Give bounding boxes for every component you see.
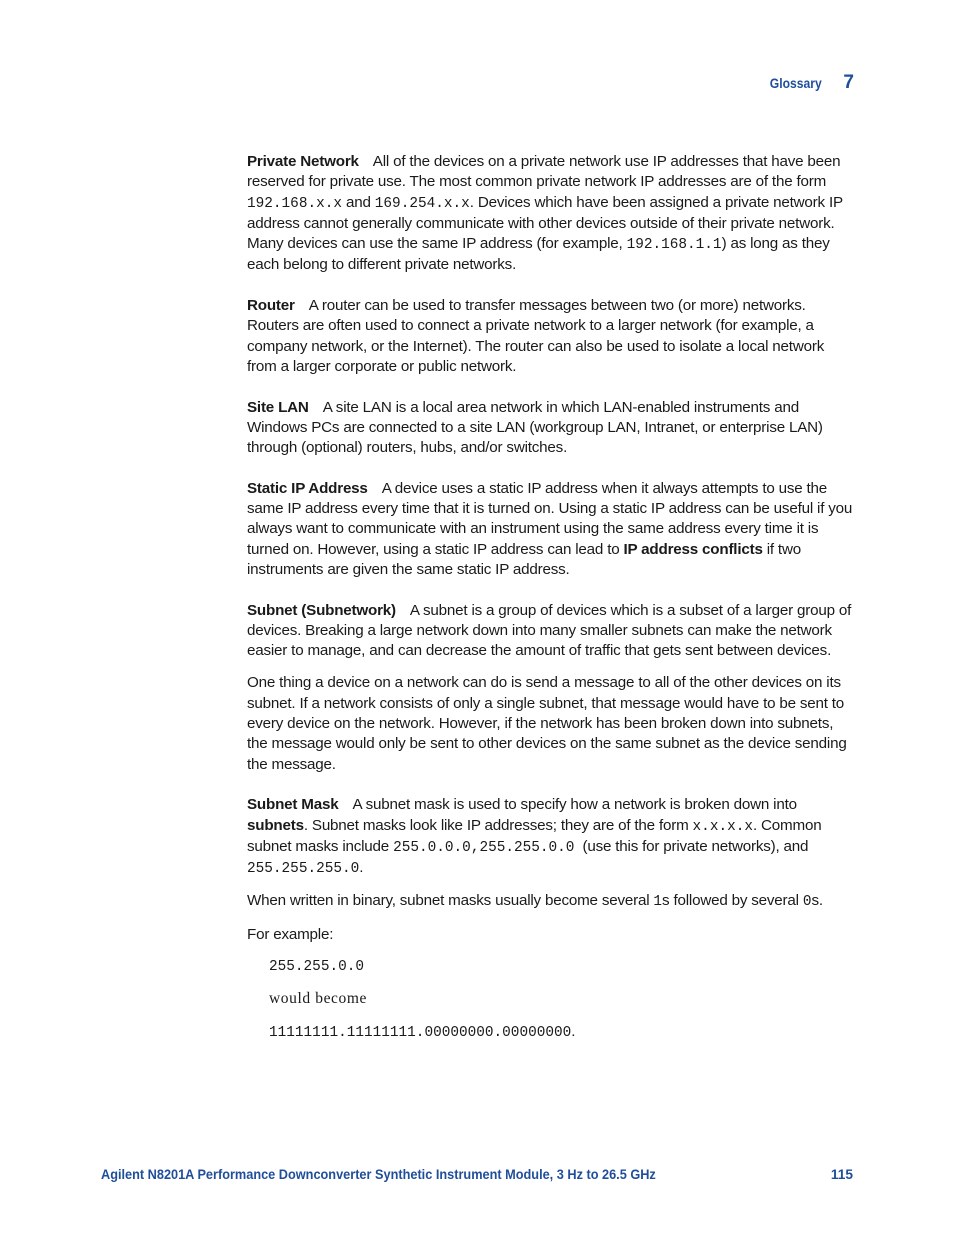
subnet-paragraph-2: One thing a device on a network can do is send a message to all of the other devices on its subnet. If a network consists of only a single subnet, that message would have to be sent to every device on the network. However, if the network has been broken down into subnets, the message would only be sent to other devices on the same subnet as the device sending the message. [247,674,847,773]
definition-subnet: A subnet is a group of devices which is a subset of a larger group of devices. Breaking a large network down into many smaller subnets can make the network easier to manage, and can decrease the amount of traffic that gets sent between devices. [247,601,852,660]
definition-site-lan: A site LAN is a local area network in which LAN-enabled instruments and Windows PCs are connected to a site LAN (workgroup LAN, Intranet, or enterprise LAN) through (optional) routers, hubs, and/or switches. [247,398,823,457]
xref-subnets: subnets [247,816,304,834]
example-binary-line: 11111111.11111111.00000000.00000000. [269,1022,576,1041]
example-label: For example: [247,925,334,943]
subnet-mask-binary-note: When written in binary, subnet masks usually become several 1s followed by several 0s. [247,892,823,911]
entry-static-ip: Static IP Address A device uses a static IP address when it always attempts to use the same IP address every time that it is turned on. Using a static IP address can be useful if you always want to communicate with an instrument using the same address every time it is turned on. However, using a static IP address can lead to IP address conflicts if two instruments are given the same static IP address. [247,479,853,578]
term-subnet: Subnet (Subnetwork) [247,601,396,619]
term-private-network: Private Network [247,153,359,170]
definition-router: A router can be used to transfer messages between two (or more) networks. Routers are often used to connect a private network to a larger network (for example, a company network, or the Internet). The router can also be used to isolate a local network from a larger corporate or public network. [247,297,825,375]
code-ip-range-169: 169.254.x.x [374,195,470,212]
code-ip-example: 192.168.1.1 [626,237,722,254]
term-subnet-mask: Subnet Mask [247,796,339,814]
footer-document-title: Agilent N8201A Performance Downconverter Synthetic Instrument Module, 3 Hz to 26.5 GHz [101,1167,656,1182]
entry-router [247,296,857,377]
page-footer [101,1167,853,1182]
code-mask-form: x.x.x.x [692,818,753,835]
entry-private-network: Private Network All of the devices on a private network use IP addresses that have been reserved for private use. The most common private network IP addresses are of the form 192.168.x.x and 169.254.x.x. Devices which have been assigned a private network IP address cannot generally communicate with other devices outside of their private network. Many devices can use the same IP address (for example, 192.168.1.1) as long as they each belong to different private networks. [247,153,843,274]
xref-ip-address-conflicts: IP address conflicts [623,540,763,558]
example-mask: 255.255.0.0 [269,958,364,975]
entry-subnet-mask: Subnet Mask A subnet mask is used to specify how a network is broken down into subnets. Subnet masks look like IP addresses; they are of the form x.x.x.x. Common subnet masks include 255.0.0.0,255.255.0.0 (use this for private networks), and 255.255.255.0. [247,796,822,878]
example-binary: 11111111.11111111.00000000.00000000 [269,1024,572,1041]
entry-subnet [247,601,857,662]
footer-page-number: 115 [830,1167,853,1182]
code-mask-255-255-255-0: 255.255.255.0 [247,861,360,878]
running-header [764,72,854,94]
glossary-body [247,152,857,1055]
code-mask-255-255-0-0: 255.255.0.0 [479,839,575,856]
code-mask-255-0-0-0: 255.0.0.0 [393,839,471,856]
header-section-label: Glossary [769,76,822,91]
term-site-lan: Site LAN [247,398,309,416]
code-ip-range-192: 192.168.x.x [247,195,342,212]
term-router: Router [247,297,295,315]
entry-site-lan [247,398,857,459]
term-static-ip: Static IP Address [247,479,368,497]
header-chapter-number: 7 [843,72,854,93]
example-would-become: would become [269,990,368,1008]
